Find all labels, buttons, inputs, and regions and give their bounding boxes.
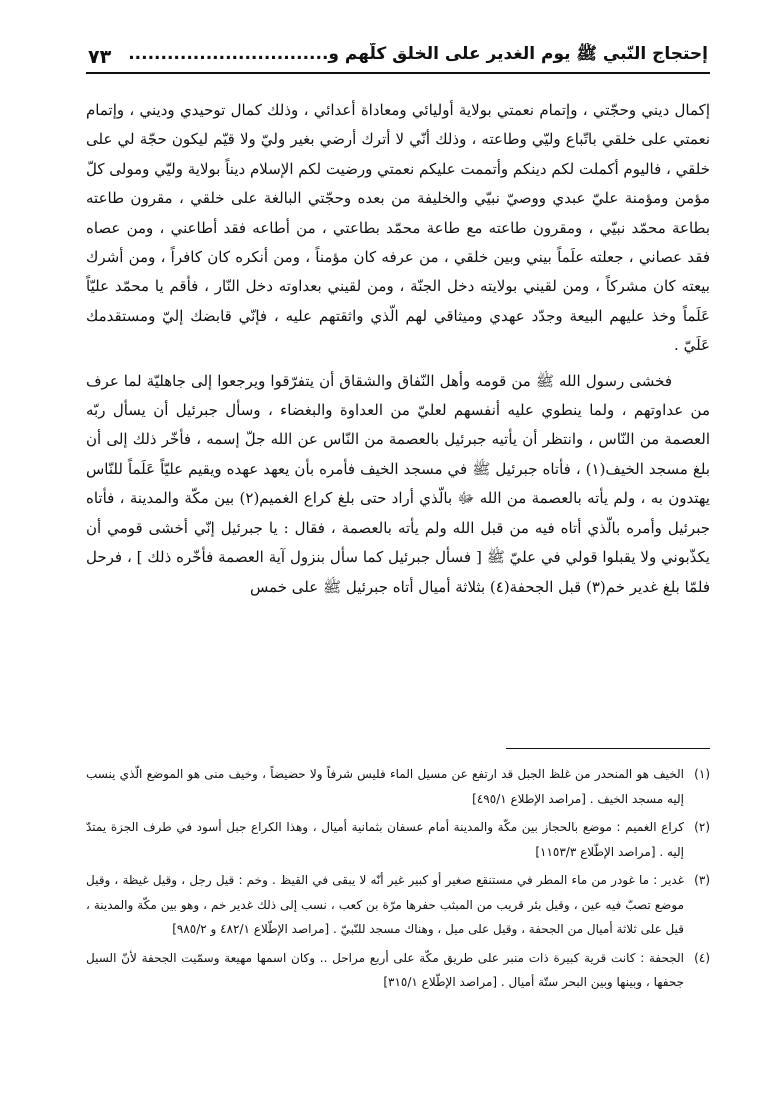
footnote-text: الخيف هو المنحدر من غلظ الجبل قد ارتفع عن مسيل الماء فليس شرفاً ولا حضيضاً ، وخيف منى هو الموضع الّذي ينسب إليه مسجد الخيف . [مراصد الإطلاع ٤٩٥/١] (86, 767, 684, 806)
footnote-separator (506, 748, 710, 749)
header-rule (86, 72, 710, 74)
footnote-number: (١) (694, 767, 710, 781)
paragraph: إكمال ديني وحجّتي ، وإتمام نعمتي بولاية أوليائي ومعاداة أعدائي ، وذلك كمال توحيدي وديني ، وإتمام نعمتي على خلقي باتّباع وليّي وطاعته ، وذلك أنّي لا أترك أرضي بغير وليّ ولا قيّم ليكون حجّة لي على خلقي ، فاليوم أكملت لكم دينكم وأتممت عليكم نعمتي ورضيت لكم الإسلام ديناً بولاية وليّي ومولى كلّ مؤمن ومؤمنة عليّ عبدي ووصيّ نبيّي والخليفة من بعده وحجّتي البالغة على خلقي ، مقرون طاعته بطاعة محمّد نبيّي ، ومقرون طاعته مع طاعة محمّد بطاعتي ، من أطاعه فقد أطاعني ، ومن عصاه فقد عصاني ، جعلته علَماً بيني وبين خلقي ، من عرفه كان مؤمناً ، ومن أنكره كان كافراً ، ومن أشرك بيعته كان مشركاً ، ومن لقيني بولايته دخل الجنّة ، ومن لقيني بعداوته دخل النّار ، فأقم يا محمّد عليّاً عَلَماً وخذ عليهم البيعة وجدّد عهدي وميثاقي لهم الّذي واثقتهم عليه ، فإنّي قابضك إليّ ومستقدمك عَلَيّ . (86, 101, 710, 355)
footnote-number: (٣) (694, 873, 710, 887)
footnote (86, 815, 710, 864)
footnote-text: كراع الغميم : موضع بالحجاز بين مكّة والمدينة أمام عسفان بثمانية أميال ، وهذا الكراع جبل أسود في طرف الجزة يمتدّ إليه . [مراصد الإطّلاع ١١٥٣/٣] (86, 820, 684, 859)
running-header-title: إحتجاج النّبي ﷺ يوم الغدير على الخلق كلّهم و............................... (128, 44, 708, 64)
main-text (86, 96, 710, 602)
paragraph: فخشى رسول الله ﷺ من قومه وأهل النّفاق والشقاق أن يتفرّقوا ويرجعوا إلى جاهليّة لما عرف من عداوتهم ، ولما ينطوي عليه أنفسهم لعليّ من العداوة والبغضاء ، وسأل جبرئيل أن يسأل ربّه العصمة من النّاس ، وانتظر أن يأتيه جبرئيل بالعصمة من النّاس عن الله جلّ إسمه ، فأخّر ذلك إلى أن بلغ مسجد الخيف(١) ، فأتاه جبرئيل ﷺ في مسجد الخيف فأمره بأن يعهد عهده ويقيم عليّاً عَلَماً للنّاس يهتدون به ، ولم يأته بالعصمة من الله ﷻ بالّذي أراد حتى بلغ كراع الغميم(٢) بين مكّة والمدينة ، فأتاه جبرئيل وأمره بالّذي أتاه فيه من قبل الله ولم يأته بالعصمة ، فقال : يا جبرئيل إنّي أخشى قومي أن يكذّبوني ولا يقبلوا قولي في عليّ ﷺ [ فسأل جبرئيل كما سأل بنزول آية العصمة فأخّره ذلك ] ، فرحل فلمّا بلغ غدير خم(٣) قبل الجحفة(٤) بثلاثة أميال أتاه جبرئيل ﷺ على خمس (86, 371, 710, 596)
footnote (86, 868, 710, 942)
footnote-number: (٤) (694, 950, 710, 965)
footnote (86, 762, 710, 811)
footnote-text: الجحفة : كانت قرية كبيرة ذات منبر على طريق مكّة على أربع مراحل .. وكان اسمها مهيعة وسمّيت الجحفة لأنّ السيل جحفها ، وبينها وبين البحر ستّة أميال . [مراصد الإطّلاع ٣١٥/١] (86, 950, 684, 989)
footnote-number: (٢) (694, 820, 710, 834)
running-header (88, 38, 708, 68)
footnotes (86, 762, 710, 999)
footnote-text: غدير : ما غودر من ماء المطر في مستنقع صغير أو كبير غير أنّه لا يبقى في القيظ . وخم : قيل رجل ، وقيل غيظة ، وقيل موضع تصبّ فيه عين ، وقيل بئر قريب من المبثب حفرها مرّة بن كعب ، نسب إلى ذلك غدير خم ، وهو بين مكّة والمدينة ، قيل على ثلاثة أميال من الجحفة ، وقيل على ميل ، وهناك مسجد للنّبيّ . [مراصد الإطّلاع ٤٨٢/١ و ٩٨٥/٢] (86, 873, 684, 936)
footnote (86, 946, 710, 995)
page-number: ٧٣ (88, 46, 112, 68)
